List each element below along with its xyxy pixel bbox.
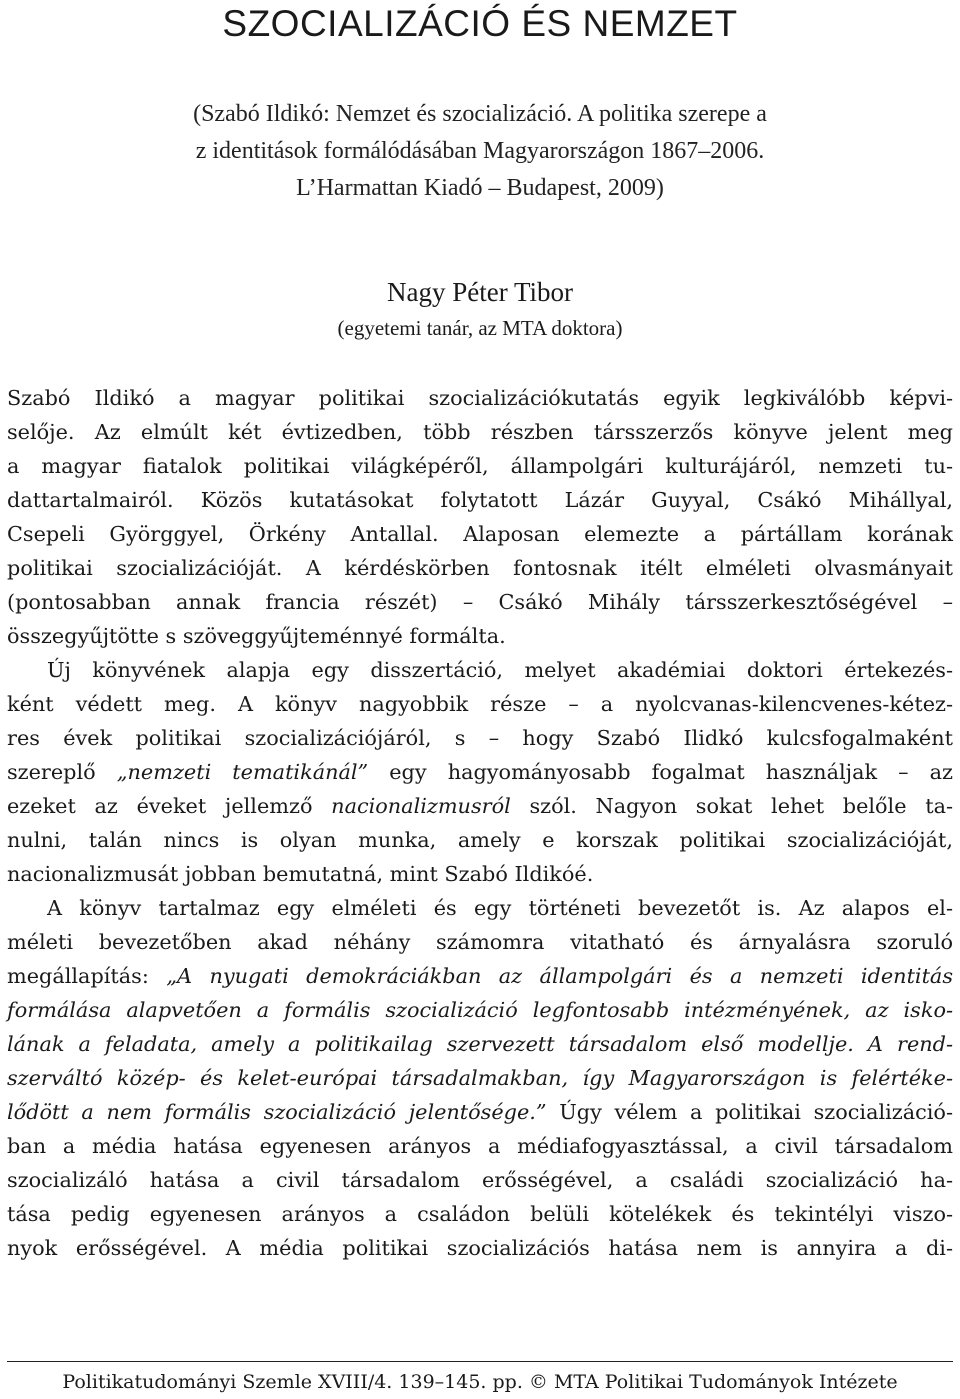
citation-line: L’Harmattan Kiadó – Budapest, 2009) [296,175,664,201]
article-body [7,381,953,1265]
text-line: nacionalizmusát jobban bemutatná, mint Szabó Ildikóé. [7,862,594,886]
text-line: nulni, talán nincs is olyan munka, amely e korszak politikai szocializációját, [7,828,953,852]
text-line [7,1095,953,1129]
quote-text: formálása alapvetően a formális szocializáció legfontosabb intézményének, az isko- [7,998,953,1022]
book-citation [0,96,960,207]
journal-footer: Politikatudományi Szemle XVIII/4. 139–145. pp. © MTA Politikai Tudományok Intézete [62,1371,898,1393]
emphasis-text: „nemzeti tematikánál” [116,760,369,784]
text-segment: szereplő [7,760,117,784]
text-line: Szabó Ildikó a magyar politikai szocializációkutatás egyik legkiválóbb képvi- [7,386,953,410]
text-line: politikai szocializációját. A kérdéskörben fontosnak itélt elméleti olvasmányait [7,556,953,580]
text-line: nyok erősségével. A média politikai szocializációs hatása nem is annyira a di- [7,1236,953,1260]
page-title: SZOCIALIZÁCIÓ ÉS NEMZET [222,3,738,44]
text-line: összegyűjtötte s szöveggyűjteménnyé formálta. [7,624,506,648]
text-line: (pontosabban annak francia részét) – Csákó Mihály társszerkesztőségével – [7,590,953,614]
text-line: Csepeli Györggyel, Örkény Antallal. Alaposan elemezte a pártállam korának [7,522,953,546]
text-line: selője. Az elmúlt két évtizedben, több részben társszerzős könyve jelent meg [7,420,953,444]
emphasis-text: nacionalizmusról [331,794,511,818]
author-affiliation: (egyetemi tanár, az MTA doktora) [337,316,623,340]
text-line: méleti bevezetőben akad néhány számomra vitatható és árnyalásra szoruló [7,930,953,954]
quote-text: szerváltó közép- és kelet-európai társadalmakban, így Magyarországon is felértéke- [7,1066,953,1090]
author-name: Nagy Péter Tibor [386,277,573,307]
text-line [7,993,953,1027]
footer-divider [7,1361,953,1362]
text-line: res évek politikai szocializációjáról, s – hogy Szabó Ilidkó kulcsfogalmaként [7,726,953,750]
quote-text: „A nyugati demokráciákban az állampolgári és a nemzeti identitás [166,964,954,988]
citation-line: (Szabó Ildikó: Nemzet és szocializáció. A politika szerepe a [193,101,767,127]
quote-text: lának a feladata, amely a politikailag szervezett társadalom első modellje. A rend- [7,1032,953,1056]
text-line [7,1061,953,1095]
text-line [7,1027,953,1061]
text-line: ban a média hatása egyenesen arányos a médiafogyasztással, a civil társadalom [7,1134,953,1158]
text-line: szocializáló hatása a civil társadalom erősségével, a családi szocializáció ha- [7,1168,953,1192]
text-line: tása pedig egyenesen arányos a családon belüli kötelékek és tekintélyi viszo- [7,1202,953,1226]
text-line: Új könyvének alapja egy disszertáció, melyet akadémiai doktori értekezés- [47,658,953,682]
quote-text: lődött a nem formális szocializáció jelentősége.” [7,1100,547,1124]
text-segment: szól. Nagyon sokat lehet belőle ta- [510,794,953,818]
citation-line: z identitások formálódásában Magyarországon 1867–2006. [195,138,765,164]
text-segment: Úgy vélem a politikai szocializáció- [546,1100,953,1124]
text-line [7,755,953,789]
text-line: dattartalmairól. Közös kutatásokat folytatott Lázár Guyyal, Csákó Mihállyal, [7,488,953,512]
text-segment: egy hagyományosabb fogalmat használjak – az [368,760,953,784]
author-block [0,274,960,346]
text-line [7,789,953,823]
text-line: A könyv tartalmaz egy elméleti és egy történeti bevezetőt is. Az alapos el- [47,896,953,920]
text-segment: megállapítás: [7,964,167,988]
text-segment: ezeket az éveket jellemző [7,794,332,818]
text-line: ként védett meg. A könyv nagyobbik része – a nyolcvanas-kilencvenes-kétez- [7,692,953,716]
text-line: a magyar fiatalok politikai világképéről, állampolgári kulturájáról, nemzeti tu- [7,454,953,478]
text-line [7,959,953,993]
